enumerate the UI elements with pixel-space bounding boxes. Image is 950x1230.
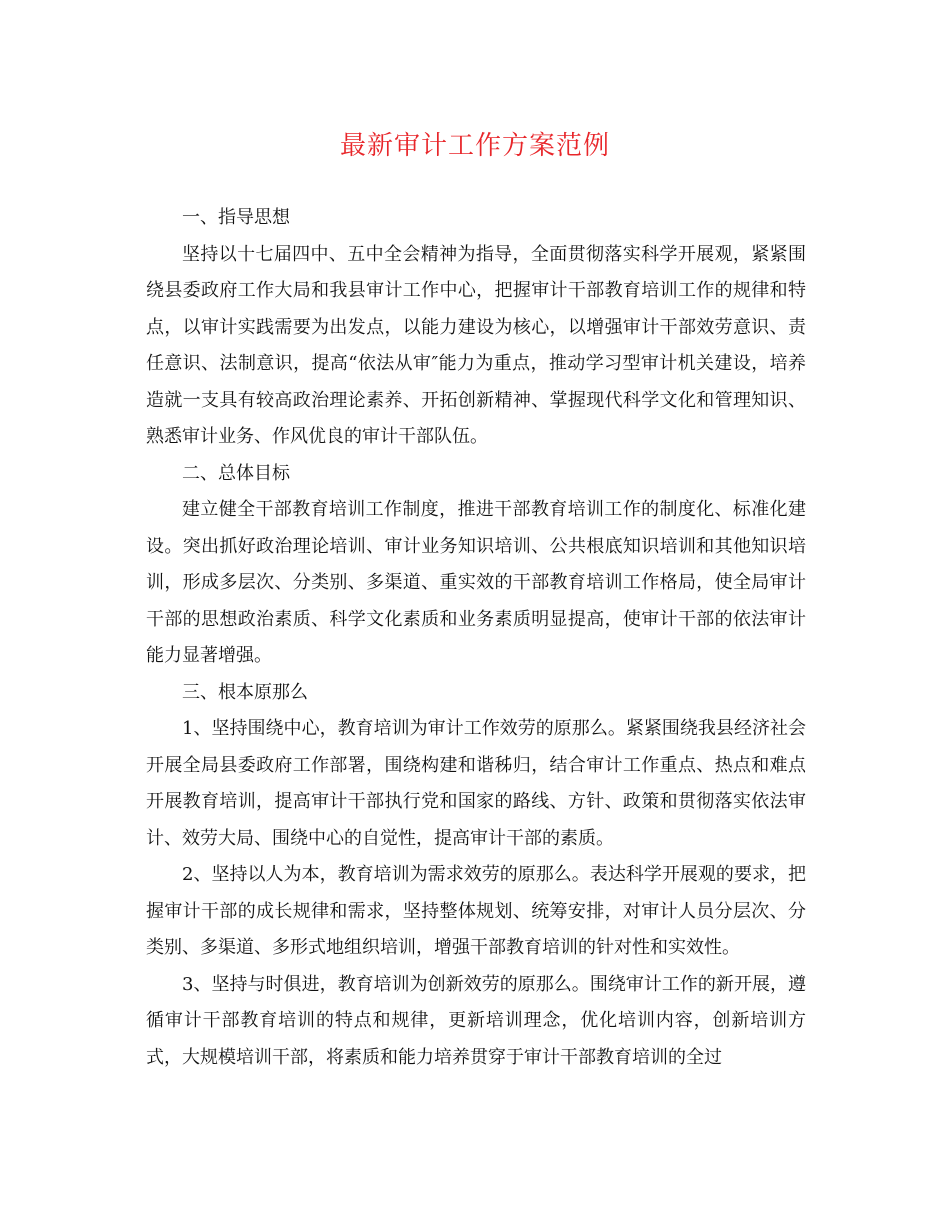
paragraph-overall-goal: 建立健全干部教育培训工作制度，推进干部教育培训工作的制度化、标准化建设。突出抓好政治理论培训、审计业务知识培训、公共根底知识培训和其他知识培训，形成多层次、分类别、多渠道、重实效的干部教育培训工作格局，使全局审计干部的思想政治素质、科学文化素质和业务素质明显提高，使审计干部的依法审计能力显著增强。 xyxy=(146,499,806,666)
paragraph-principle-3: 3、坚持与时俱进，教育培训为创新效劳的原那么。围绕审计工作的新开展，遵循审计干部教育培训的特点和规律，更新培训理念，优化培训内容，创新培训方式，大规模培训干部，将素质和能力培养贯穿于审计干部教育培训的全过 xyxy=(146,973,806,1068)
section-heading-basic-principles: 三、根本原那么 xyxy=(182,681,308,703)
document-body xyxy=(146,200,806,1076)
section-heading-overall-goal: 二、总体目标 xyxy=(182,462,290,484)
document-title: 最新审计工作方案范例 xyxy=(339,131,610,161)
section-heading-guiding-ideology: 一、指导思想 xyxy=(182,207,290,228)
paragraph-guiding-ideology: 坚持以十七届四中、五中全会精神为指导，全面贯彻落实科学开展观，紧紧围绕县委政府工作大局和我县审计工作中心，把握审计干部教育培训工作的规律和特点，以审计实践需要为出发点，以能力建设为核心，以增强审计干部效劳意识、责任意识、法制意识，提高“依法从审″能力为重点，推动学习型审计机关建设，培养造就一支具有较高政治理论素养、开拓创新精神、掌握现代科学文化和管理知识、熟悉审计业务、作风优良的审计干部队伍。 xyxy=(146,243,806,447)
paragraph-principle-1: 1、坚持围绕中心，教育培训为审计工作效劳的原那么。紧紧围绕我县经济社会开展全局县委政府工作部署，围绕构建和谐秭归，结合审计工作重点、热点和难点开展教育培训，提高审计干部执行党和国家的路线、方针、政策和贯彻落实依法审计、效劳大局、围绕中心的自觉性，提高审计干部的素质。 xyxy=(146,718,806,849)
paragraph-principle-2: 2、坚持以人为本，教育培训为需求效劳的原那么。表达科学开展观的要求，把握审计干部的成长规律和需求，坚持整体规划、统筹安排，对审计人员分层次、分类别、多渠道、多形式地组织培训，增强干部教育培训的针对性和实效性。 xyxy=(146,864,806,958)
